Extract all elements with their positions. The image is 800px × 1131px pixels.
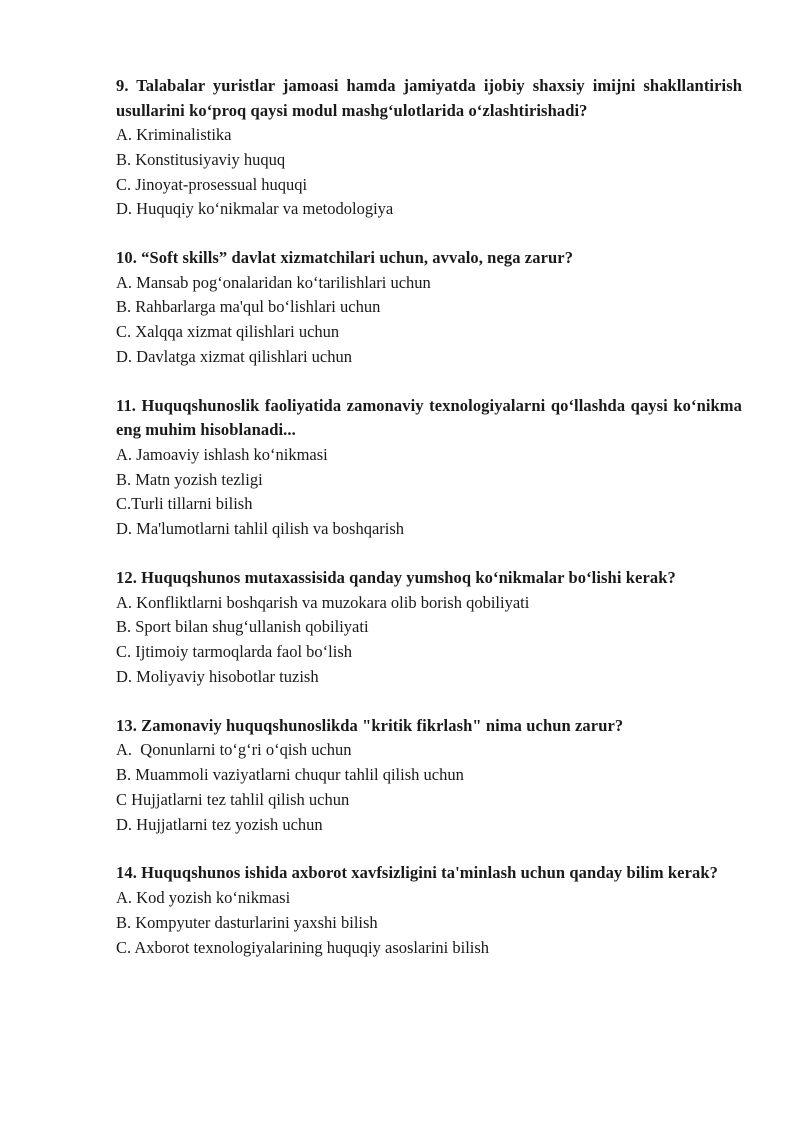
question-14: [116, 861, 742, 960]
answer-option-a: A. Kriminalistika: [116, 125, 232, 144]
question-text: 14. Huquqshunos ishida axborot xavfsizligini ta'minlash uchun qanday bilim kerak?: [116, 863, 718, 883]
question-text: 11. Huquqshunoslik faoliyatida zamonaviy texnologiyalarni qo‘llashda qaysi ko‘nikma eng muhim hisoblanadi...: [116, 395, 742, 440]
question-10: [116, 246, 742, 370]
answer-option-c: C. Jinoyat-prosessual huquqi: [116, 174, 308, 194]
answer-option-b: B. Matn yozish tezligi: [116, 469, 263, 489]
answer-option-c: C. Axborot texnologiyalarining huquqiy asoslarini bilish: [116, 937, 490, 957]
question-text: 13. Zamonaviy huquqshunoslikda "kritik fikrlash" nima uchun zarur?: [116, 715, 624, 735]
answer-option-d: D. Ma'lumotlarni tahlil qilish va boshqarish: [116, 519, 405, 539]
answer-option-c: C Hujjatlarni tez tahlil qilish uchun: [116, 789, 350, 809]
answer-option-c: C. Ijtimoiy tarmoqlarda faol bo‘lish: [116, 642, 352, 662]
answer-option-b: B. Konstitusiyaviy huquq: [116, 149, 286, 169]
question-11: [116, 394, 742, 542]
answer-option-d: D. Moliyaviy hisobotlar tuzish: [116, 666, 319, 686]
answer-option-d: D. Huquqiy ko‘nikmalar va metodologiya: [116, 199, 394, 219]
answer-option-b: B. Muammoli vaziyatlarni chuqur tahlil qilish uchun: [116, 765, 464, 785]
answer-option-a: A. Konfliktlarni boshqarish va muzokara olib borish qobiliyati: [116, 592, 530, 612]
question-text: 10. “Soft skills” davlat xizmatchilari uchun, avvalo, nega zarur?: [116, 248, 574, 268]
answer-option-b: B. Kompyuter dasturlarini yaxshi bilish: [116, 912, 378, 932]
question-12: [116, 566, 742, 690]
answer-option-b: B. Rahbarlarga ma'qul bo‘lishlari uchun: [116, 297, 381, 317]
answer-option-d: D. Hujjatlarni tez yozish uchun: [116, 814, 323, 834]
question-9: [116, 74, 742, 222]
answer-option-d: D. Davlatga xizmat qilishlari uchun: [116, 347, 352, 367]
question-13: [116, 714, 742, 838]
answer-option-c: C. Xalqqa xizmat qilishlari uchun: [116, 322, 340, 342]
question-text: 9. Talabalar yuristlar jamoasi hamda jamiyatda ijobiy shaxsiy imijni shakllantirish usullarini ko‘proq qaysi modul mashg‘ulotlarida o‘zlashtirishadi?: [116, 76, 742, 120]
answer-option-a: A. Qonunlarni to‘g‘ri o‘qish uchun: [116, 740, 352, 760]
answer-option-a: A. Kod yozish ko‘nikmasi: [116, 887, 291, 907]
document-page: [116, 74, 742, 984]
answer-option-b: B. Sport bilan shug‘ullanish qobiliyati: [116, 617, 369, 637]
answer-option-a: A. Mansab pog‘onalaridan ko‘tarilishlari uchun: [116, 272, 431, 292]
answer-option-c: C.Turli tillarni bilish: [116, 494, 253, 514]
answer-option-a: A. Jamoaviy ishlash ko‘nikmasi: [116, 444, 328, 464]
question-text: 12. Huquqshunos mutaxassisida qanday yumshoq ko‘nikmalar bo‘lishi kerak?: [116, 568, 676, 588]
